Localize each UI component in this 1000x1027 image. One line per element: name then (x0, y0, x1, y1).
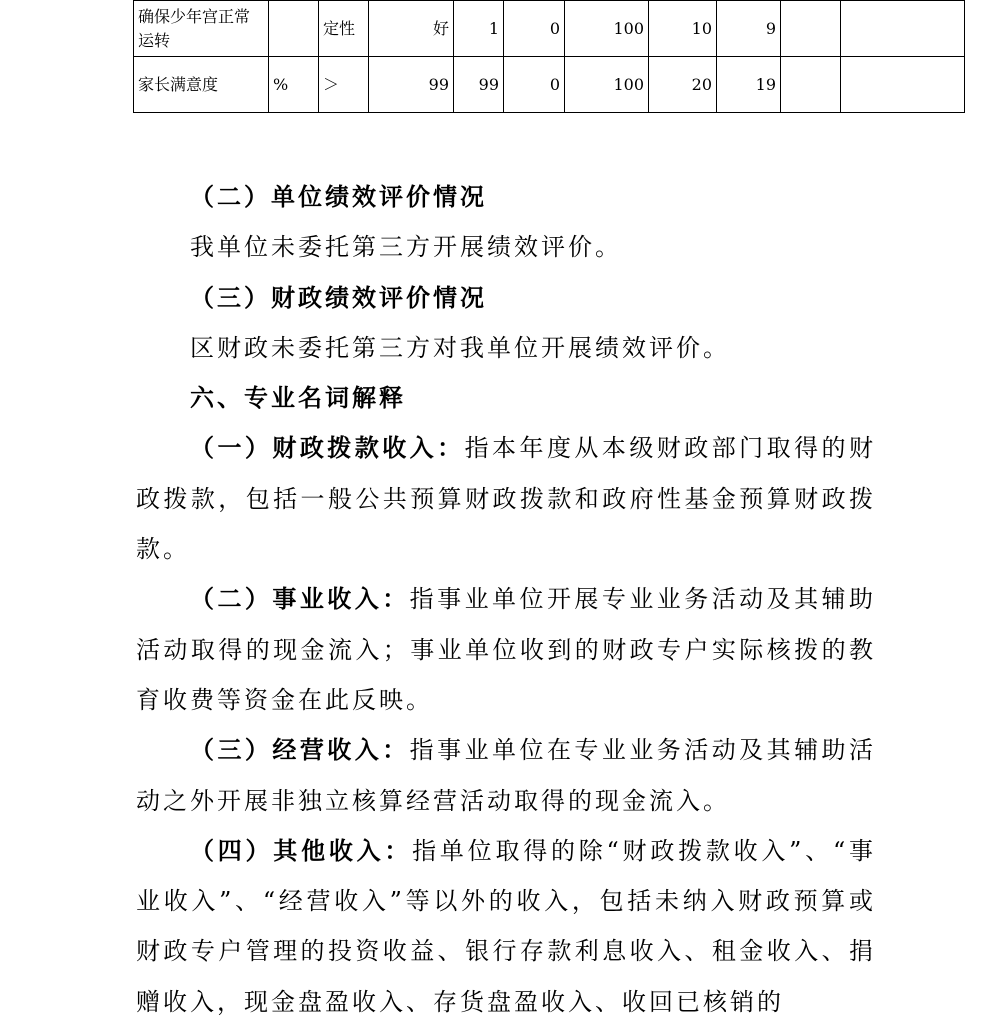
table-cell: 100 (565, 1, 649, 57)
performance-table (133, 0, 965, 113)
table-cell: % (269, 57, 319, 113)
paragraph-heading: （三）财政绩效评价情况 (190, 282, 487, 312)
paragraph (136, 172, 876, 222)
table-cell (781, 1, 841, 57)
table-cell: 100 (565, 57, 649, 113)
paragraph-text: 我单位未委托第三方开展绩效评价。 (190, 233, 622, 262)
table-cell (841, 1, 965, 57)
table-cell (841, 57, 965, 113)
paragraph-text: 指单位取得的除“财政拨款收入”、“事业收入”、“经营收入”等以外的收入，包括未纳入财政预算或财政专户管理的投资收益、银行存款利息收入、租金收入、捐赠收入，现金盘盈收入、存货盘盈收入、收回已核销的 (136, 836, 876, 1016)
table-cell (781, 57, 841, 113)
paragraph (136, 574, 876, 725)
table-cell: 99 (369, 57, 454, 113)
paragraph (136, 826, 876, 1027)
paragraph (136, 725, 876, 826)
table-cell (269, 1, 319, 57)
paragraph-heading: （三）经营收入： (190, 735, 410, 765)
paragraph-text: 区财政未委托第三方对我单位开展绩效评价。 (190, 333, 730, 362)
table-cell: 0 (504, 57, 565, 113)
paragraph-text: 指本年度从本级财政部门取得的财政拨款，包括一般公共预算财政拨款和政府性基金预算财政拨款。 (136, 434, 877, 564)
paragraph (136, 373, 876, 423)
paragraph (136, 323, 876, 373)
paragraph (136, 273, 876, 323)
table-cell: 10 (649, 1, 717, 57)
table-cell: 家长满意度 (134, 57, 269, 113)
table-cell: 0 (504, 1, 565, 57)
paragraph-heading: 六、专业名词解释 (190, 383, 406, 413)
table-cell: 20 (649, 57, 717, 113)
document-body (136, 172, 876, 1027)
table-cell: 定性 (319, 1, 369, 57)
table-cell: ＞ (319, 57, 369, 113)
table-cell: 99 (454, 57, 504, 113)
table-cell: 1 (454, 1, 504, 57)
paragraph-heading: （二）事业收入： (190, 584, 410, 614)
table-cell: 确保少年宫正常运转 (134, 1, 269, 57)
table-cell: 9 (717, 1, 781, 57)
paragraph-text: 指事业单位在专业业务活动及其辅助活动之外开展非独立核算经营活动取得的现金流入。 (136, 736, 877, 815)
table-row (134, 1, 965, 57)
table-row (134, 57, 965, 113)
table-cell: 19 (717, 57, 781, 113)
paragraph-heading: （二）单位绩效评价情况 (190, 182, 487, 211)
table-cell: 好 (369, 1, 454, 57)
paragraph-text: 指事业单位开展专业业务活动及其辅助活动取得的现金流入；事业单位收到的财政专户实际核拨的教育收费等资金在此反映。 (136, 585, 877, 714)
paragraph-heading: （一）财政拨款收入： (190, 433, 465, 463)
paragraph-heading: （四）其他收入： (190, 835, 413, 865)
paragraph (136, 423, 876, 574)
paragraph (136, 222, 876, 272)
